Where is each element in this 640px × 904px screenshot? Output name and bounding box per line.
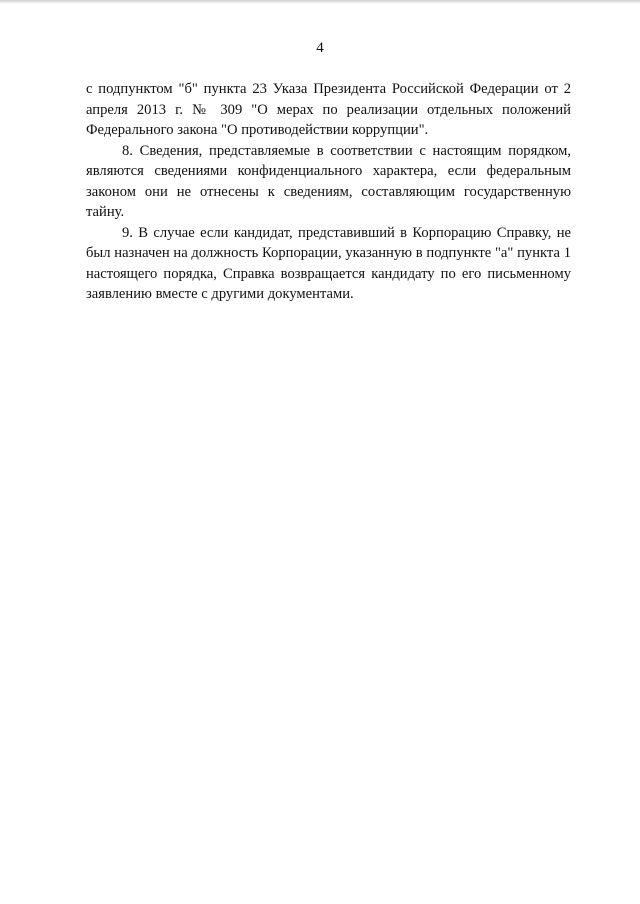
paragraph-8: 8. Сведения, представляемые в соответствии с настоящим порядком, являются сведениями конфиденциального характера, если федеральным законом они не отнесены к сведениям, составляющим государственную тайну. bbox=[86, 142, 571, 220]
scan-edge bbox=[0, 0, 640, 4]
document-body bbox=[86, 79, 571, 305]
page-number: 4 bbox=[316, 40, 324, 56]
paragraph-9: 9. В случае если кандидат, представивший в Корпорацию Справку, не был назначен на должность Корпорации, указанную в подпункте "а" пункта 1 настоящего порядка, Справка возвращается кандидату по его письменному заявлению вместе с другими документами. bbox=[86, 224, 571, 302]
paragraph-continuation: с подпунктом "б" пункта 23 Указа Президента Российской Федерации от 2 апреля 2013 г. № 309 "О мерах по реализации отдельных положений Федерального закона "О противодействии коррупции". bbox=[86, 81, 571, 138]
